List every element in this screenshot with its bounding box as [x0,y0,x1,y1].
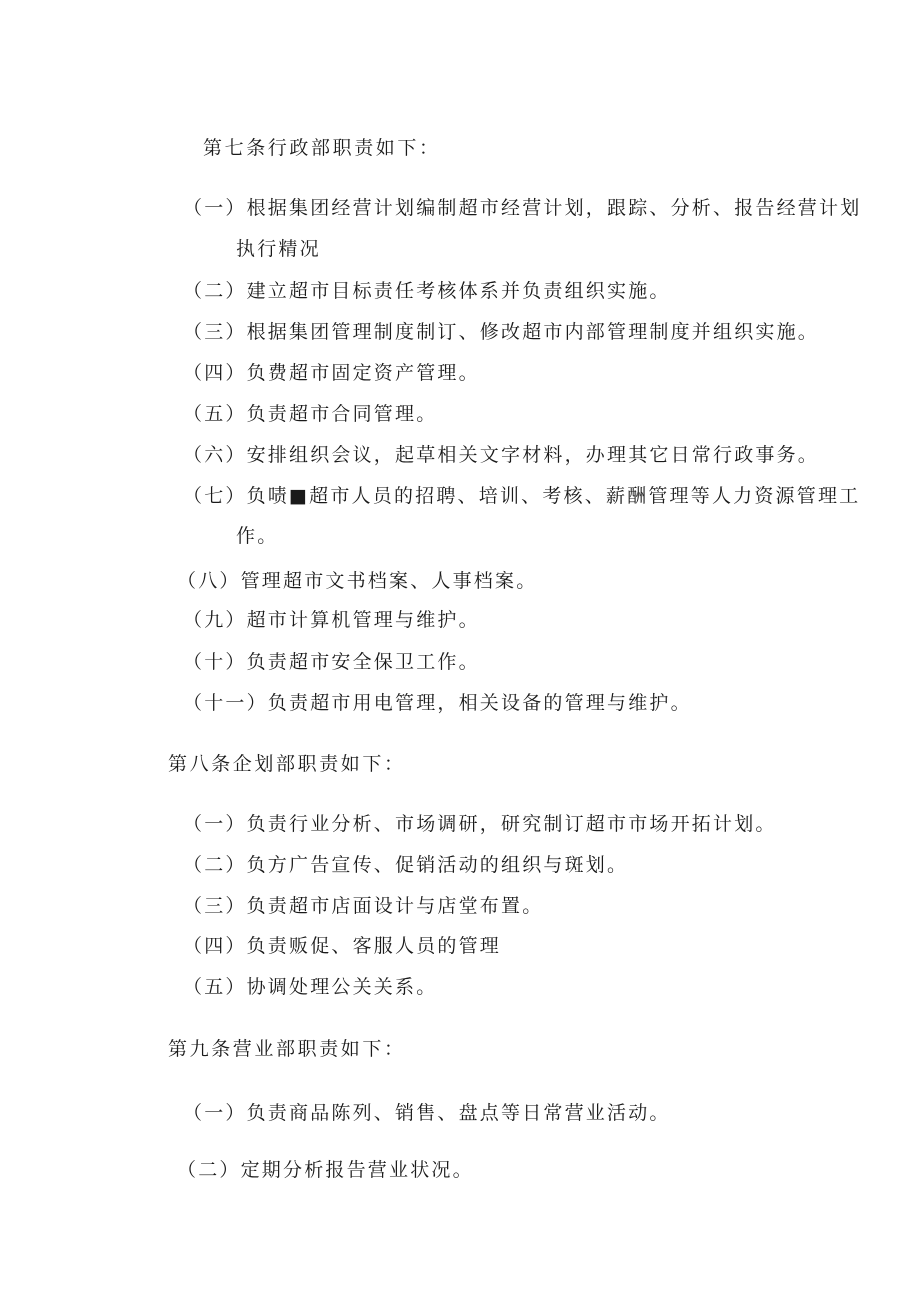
section-8-heading: 第八条企划部职责如下： [168,753,406,775]
section-7-item-8: （八）管理超市文书档案、人事档案。 [177,570,538,592]
section-8-item-1: （一）负责行业分析、市场调研，研究制订超市市场开拓计划。 [183,813,777,835]
section-7-item-5: （五）负责超市合同管理。 [183,403,438,425]
section-9-heading: 第九条营业部职责如下： [168,1038,406,1060]
section-7-item-4: （四）负费超市固定资产管理。 [183,362,480,384]
section-7-item-11: （十一）负责超市用电管理，相关设备的管理与维护。 [183,692,692,714]
section-9-item-2: （二）定期分析报告营业状况。 [177,1159,474,1181]
section-7-heading: 第七条行政部职责如下： [203,137,441,159]
section-8-item-4: （四）负责贩促、客服人员的管理 [183,935,502,957]
section-7-item-7: （七）负啧■超市人员的招聘、培训、考核、薪酬管理等人力资源管理工 [183,485,861,507]
section-7-item-7-continued: 作。 [236,525,279,547]
section-8-item-5: （五）协调处理公关关系。 [183,976,438,998]
section-7-item-9: （九）超市计算机管理与维护。 [183,609,480,631]
section-7-item-1-continued: 执行精况 [236,238,321,260]
section-7-item-10: （十）负责超市安全保卫工作。 [183,651,480,673]
section-8-item-2: （二）负方广告宣传、促销活动的组织与斑划。 [183,854,629,876]
section-7-item-6: （六）安排组织会议，起草相关文字材料，办理其它日常行政事务。 [183,444,820,466]
section-8-item-3: （三）负责超市店面设计与店堂布置。 [183,895,544,917]
section-9-item-1: （一）负责商品陈列、销售、盘点等日常营业活动。 [183,1102,671,1124]
section-7-item-3: （三）根据集团管理制度制订、修改超市内部管理制度并组织实施。 [183,321,820,343]
section-7-item-2: （二）建立超市目标责任考核体系并负责组织实施。 [183,280,671,302]
section-7-item-1: （一）根据集团经营计划编制超市经营计划，跟踪、分析、报告经营计划 [183,197,862,219]
